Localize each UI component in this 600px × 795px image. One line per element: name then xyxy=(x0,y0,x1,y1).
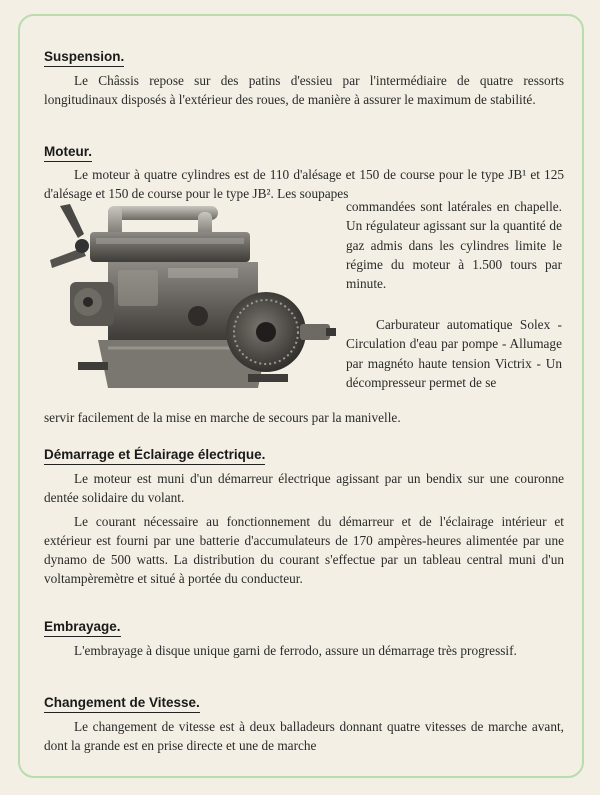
text-moteur-right-1-wrap xyxy=(346,197,562,293)
section-changement xyxy=(44,692,564,756)
section-moteur xyxy=(44,141,564,204)
section-suspension xyxy=(44,46,564,110)
text-demarrage-2: Le courant nécessaire au fonctionnement du démarreur et de l'éclairage intérieur et extérieur est fourni par une batterie d'accumulateurs de 170 ampères-heures alimentée par une dynamo de 500 watts. La distribution du courant s'effectue par un tableau central muni d'un voltampèremètre et situé à portée du conducteur. xyxy=(44,513,564,587)
text-moteur-right-2-wrap xyxy=(346,315,562,392)
text-changement: Le changement de vitesse est à deux balladeurs donnant quatre vitesses de marche avant, dont la grande est en prise directe et une de marche xyxy=(44,719,564,754)
text-moteur-intro: Le moteur à quatre cylindres est de 110 d'alésage et 150 de course pour le type JB¹ et 125 d'alésage et 150 de course pour le type JB². Les soupapes xyxy=(44,167,564,202)
heading-embrayage: Embrayage. xyxy=(44,619,121,637)
heading-moteur: Moteur. xyxy=(44,144,92,162)
text-moteur-right-1: commandées sont latérales en chapelle. Un régulateur agissant sur la quantité de gaz admis dans les cylindres limite le régime du moteur à 1.500 tours par minute. xyxy=(346,199,562,292)
text-suspension: Le Châssis repose sur des patins d'essieu par l'intermédiaire de quatre ressorts longitudinaux disposés à l'extérieur des roues, de manière à assurer le maximum de stabilité. xyxy=(44,73,564,108)
text-moteur-right-2: Carburateur automatique Solex - Circulation d'eau par pompe - Allumage par magnéto haute tension Victrix - Un décompresseur permet de se xyxy=(346,317,562,390)
heading-suspension: Suspension. xyxy=(44,49,124,67)
text-moteur-tail: servir facilement de la mise en marche de secours par la manivelle. xyxy=(44,410,401,425)
section-demarrage xyxy=(44,444,564,589)
heading-changement: Changement de Vitesse. xyxy=(44,695,200,713)
text-embrayage: L'embrayage à disque unique garni de ferrodo, assure un démarrage très progressif. xyxy=(74,643,517,658)
engine-photo xyxy=(48,198,338,416)
section-embrayage xyxy=(44,616,564,660)
text-moteur-tail-wrap xyxy=(44,408,564,427)
text-demarrage-1: Le moteur est muni d'un démarreur électrique agissant par un bendix sur une couronne dentée solidaire du volant. xyxy=(44,471,564,506)
heading-demarrage: Démarrage et Éclairage électrique. xyxy=(44,447,265,465)
